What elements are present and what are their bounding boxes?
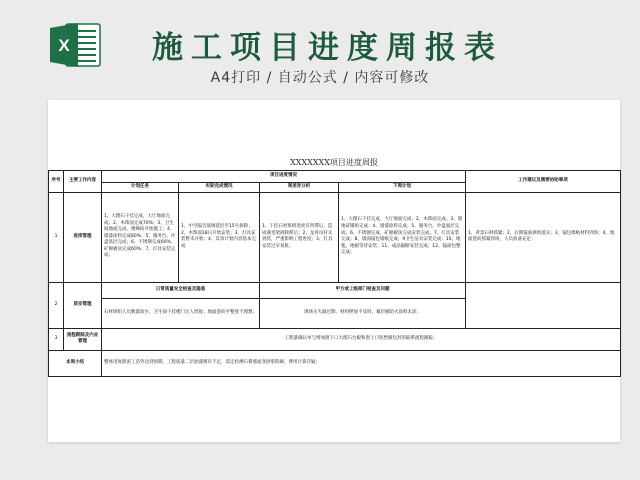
header-progress: 项目进度情况 xyxy=(102,171,466,183)
row3-category: 流程跟踪及内业管理 xyxy=(64,328,102,350)
excel-logo-icon xyxy=(48,21,102,69)
row1-actual: 1、中空隔音玻璃延迟至15号拆除；2、木饰面18日开始安装；3、灯具安装暂未开始；4、其余计划内容基本完成 xyxy=(179,192,260,282)
row3-text: 工程量确认单与增加窗下口大理石台板和窗上口铝塑板包封的联系流程跟踪； xyxy=(102,328,621,350)
row1-suggestion: 1、背景石材抓紧；2、后期镜面供组落实；3、镜包墙纸材料到场；4、地面瓷砖抓紧到场，人员准备充足； xyxy=(466,192,621,282)
report-title: XXXXXXX项目进度周报 xyxy=(290,158,378,167)
row2-category: 质安管理 xyxy=(64,282,102,328)
header-suggestion: 工作建议及需要协助事项 xyxy=(466,171,621,193)
row2-left-text: 石材班组人员数量较少，卫生间干挂楼门无人焊接；地面瓷砖平整度不理想； xyxy=(102,298,260,328)
table-row xyxy=(49,282,621,298)
row1-deviation: 1、干挂石材班组进度有所滞后，造成满堂架拆除滞后；2、龙骨吊杆未到货，严重影响工程进度；3、灯具安装过早易脏。 xyxy=(260,192,339,282)
table-row xyxy=(49,328,621,350)
report-table xyxy=(48,170,621,377)
header-row xyxy=(49,171,621,183)
subheader-actual: 实际完成情况 xyxy=(179,183,260,193)
subheader-plan: 计划任务 xyxy=(102,183,179,193)
row2-left-header: 日常质量安全检查及隐患 xyxy=(102,282,260,298)
subheader-deviation: 周差异分析 xyxy=(260,183,339,193)
excel-logo-letter: X xyxy=(58,36,70,55)
header-seq: 序号 xyxy=(49,171,64,193)
row1-seq: 1 xyxy=(49,192,64,282)
row1-category: 进度管理 xyxy=(64,192,102,282)
row2-seq: 2 xyxy=(49,282,64,328)
banner-subtitle: A4打印 / 自动公式 / 内容可修改 xyxy=(210,70,430,86)
subheader-next: 下周计划 xyxy=(339,183,466,193)
row1-next: 1、大理石干挂完成，大厅地面完成；2、木饰面完成；3、墙地砖铺贴完成；4、墙漆涂料完成；5、服务台，沙盘面层完成；6、不锈钢完成，矿棉板顶完成安装完成；7、灯具安装完成；8、墙面镜包墙纸完成；9卫生洁具安装完成；10、地毯、地板等待安装；11、成品隔断安装完成；12、镜面包整完成； xyxy=(339,192,466,282)
table-row xyxy=(49,192,621,282)
spreadsheet-preview xyxy=(48,100,620,442)
header-category: 主要工作内容 xyxy=(64,171,102,193)
row2-suggestion-empty xyxy=(466,282,621,328)
summary-label: 本周小结 xyxy=(49,350,102,376)
row2-right-header: 甲方或上级部门检查及问题 xyxy=(260,282,466,298)
banner-title: 施工项目进度周报表 xyxy=(152,30,503,66)
row1-plan: 1、大理石干挂完成，大厅地面完成；2、木饰面完成70%；3、卫生间地面完成，楼梯砖开始施工；4、墙漆涂料完成80%；5、服务台，沙盘基层完成；6、不锈钢完成60%，矿棉板顶完成60%；7、灯具安装完成； xyxy=(102,192,179,282)
summary-text: 整体进度除泥工活外达到预期，工程质量二层油漆稍有不足，需定检测石膏墙面变砂浆粉刷，费用计算存疑； xyxy=(102,350,621,376)
row2-right-text: 现场灭火器过期、材料摆放不及时、幕层板防火涂料未涂； xyxy=(260,298,466,328)
row3-seq: 3 xyxy=(49,328,64,350)
table-row xyxy=(49,350,621,376)
